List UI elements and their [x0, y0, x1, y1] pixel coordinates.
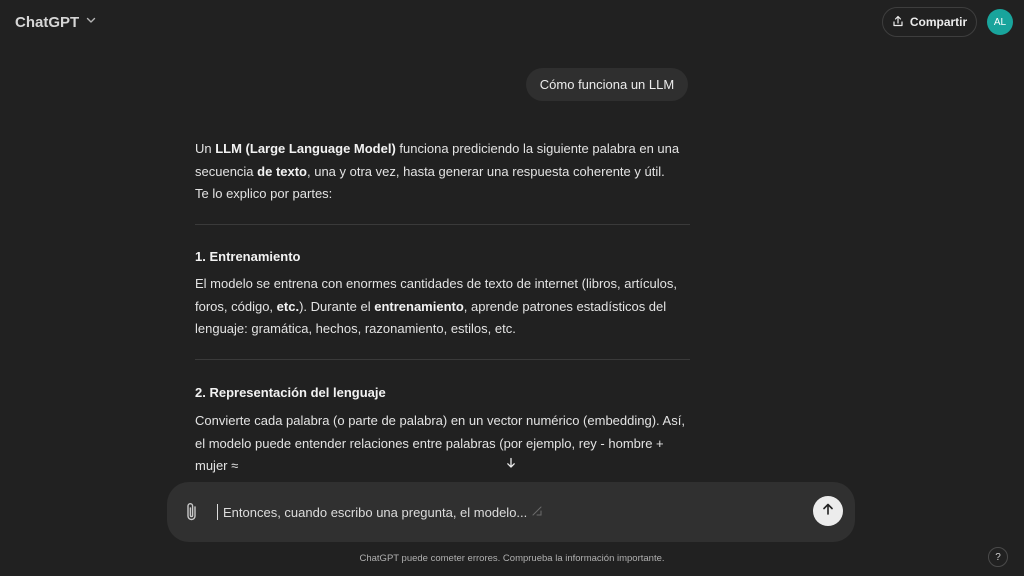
- assistant-response: [195, 138, 690, 478]
- send-button[interactable]: [813, 496, 843, 526]
- section-bold-term: etc.: [276, 298, 300, 314]
- divider: [195, 224, 690, 225]
- section-bold-term: entrenamiento: [374, 298, 464, 314]
- paperclip-icon[interactable]: [183, 501, 201, 523]
- scroll-to-bottom-button[interactable]: [500, 454, 522, 476]
- section-text: ). Durante el: [299, 298, 375, 314]
- section-paragraph: Convierte cada palabra (o parte de palabra) en un vector numérico (embedding). Así, el modelo puede entender relaciones entre palabras (por ejemplo, rey - hombre + mujer ≈: [195, 413, 685, 473]
- share-button[interactable]: [882, 7, 977, 37]
- help-button[interactable]: ?: [988, 547, 1008, 567]
- header-bar: [0, 0, 1024, 44]
- user-message: Cómo funciona un LLM: [526, 68, 688, 101]
- prompt-text: Entonces, cuando escribo una pregunta, el modelo...: [223, 504, 528, 520]
- intro-text: Un: [195, 141, 216, 156]
- message-composer[interactable]: [167, 482, 855, 542]
- section-text: , aprende patrones estadísticos del lenguaje: gramática, hechos, razonamiento, estilos, etc.: [195, 298, 667, 336]
- intro-text: , una y otra vez, hasta generar una respuesta coherente y útil.: [307, 163, 665, 179]
- arrow-down-icon: [505, 456, 517, 474]
- share-label: Compartir: [909, 15, 968, 29]
- intro-text: funciona prediciendo la siguiente palabra en una secuencia: [195, 141, 680, 179]
- chevron-down-icon: [85, 13, 97, 31]
- model-name: ChatGPT: [15, 13, 80, 31]
- disclaimer-text: ChatGPT puede cometer errores. Comprueba la información importante.: [359, 553, 665, 564]
- section-paragraph: [195, 273, 690, 341]
- section-text: El modelo se entrena con enormes cantidades de texto de internet (libros, artículos, foros, código,: [195, 276, 677, 314]
- intro-bold-term: LLM (Large Language Model): [215, 141, 396, 156]
- divider: [195, 359, 690, 360]
- avatar[interactable]: AL: [987, 9, 1013, 35]
- model-selector[interactable]: [15, 11, 97, 33]
- text-cursor-icon: [531, 505, 543, 520]
- prompt-input[interactable]: [217, 502, 543, 522]
- share-icon: [892, 15, 904, 30]
- arrow-up-icon: [821, 502, 835, 521]
- section-heading: 2. Representación del lenguaje: [195, 384, 386, 400]
- intro-paragraph: [195, 138, 690, 206]
- intro-bold-term: de texto: [257, 163, 307, 179]
- intro-text: Te lo explico por partes:: [195, 186, 333, 201]
- text-caret: [217, 504, 218, 520]
- section-heading: 1. Entrenamiento: [195, 248, 301, 264]
